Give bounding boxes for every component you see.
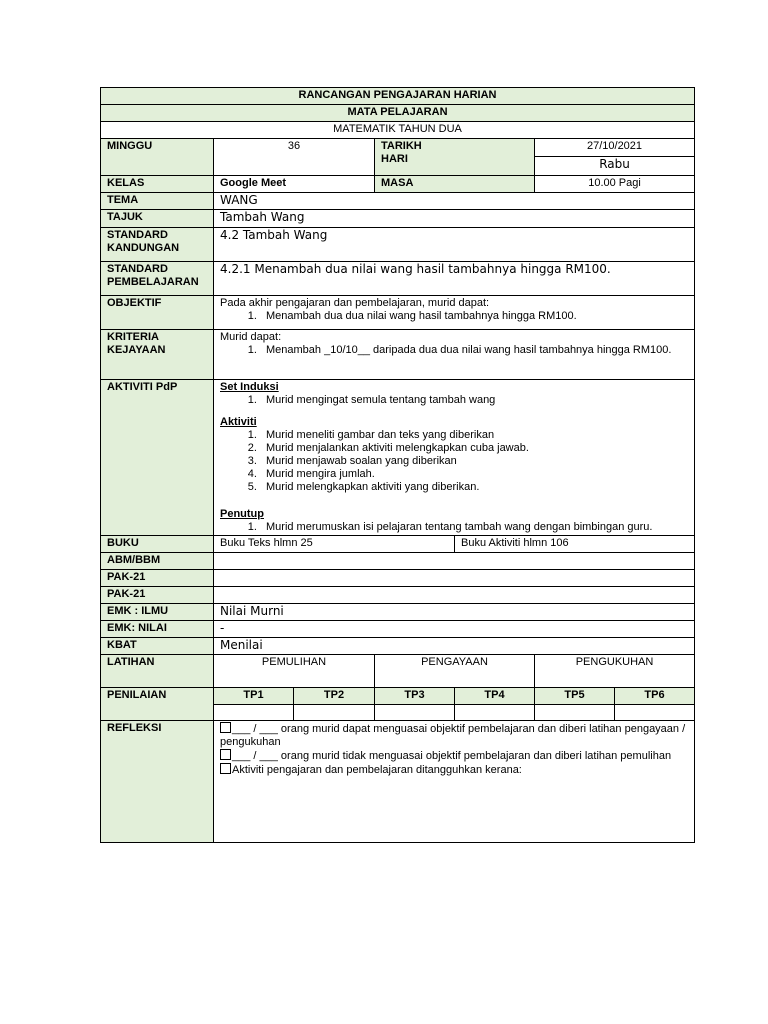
pak21-value-1 xyxy=(214,570,695,587)
kriteria-item: 1. Menambah _10/10__ daripada dua dua nilai wang hasil tambahnya hingga RM100. xyxy=(260,344,688,357)
standard-kandungan-label xyxy=(101,228,214,262)
tp2-cell xyxy=(294,705,375,721)
tajuk-value: Tambah Wang xyxy=(214,210,695,228)
refleksi-text-3: Aktiviti pengajaran dan pembelajaran ditangguhkan kerana: xyxy=(232,764,522,776)
pengukuhan-header: PENGUKUHAN xyxy=(535,655,695,688)
objektif-intro: Pada akhir pengajaran dan pembelajaran, murid dapat: xyxy=(220,297,490,309)
checkbox-icon[interactable] xyxy=(220,749,231,760)
penutup-list xyxy=(220,521,688,534)
buku-aktiviti: Buku Aktiviti hlmn 106 xyxy=(455,536,695,553)
minggu-label: MINGGU xyxy=(101,139,214,176)
plan-title: RANCANGAN PENGAJARAN HARIAN xyxy=(101,88,695,105)
aktiviti-heading: Aktiviti xyxy=(220,416,257,428)
kriteria-intro: Murid dapat: xyxy=(220,331,282,343)
checkbox-icon[interactable] xyxy=(220,722,231,733)
kriteria-label xyxy=(101,330,214,380)
buku-teks: Buku Teks hlmn 25 xyxy=(214,536,455,553)
refleksi-line-3 xyxy=(220,763,688,777)
subject-value: MATEMATIK TAHUN DUA xyxy=(101,122,695,139)
tp4-header: TP4 xyxy=(455,688,535,705)
set-induksi-list xyxy=(220,394,688,407)
masa-value: 10.00 Pagi xyxy=(535,176,695,193)
tp5-cell xyxy=(535,705,615,721)
tp4-cell xyxy=(455,705,535,721)
pemulihan-header: PEMULIHAN xyxy=(214,655,375,688)
standard-kandungan-label-2: KANDUNGAN xyxy=(107,242,180,254)
refleksi-line-2 xyxy=(220,749,688,763)
latihan-label: LATIHAN xyxy=(101,655,214,688)
tp5-header: TP5 xyxy=(535,688,615,705)
kriteria-content xyxy=(214,330,695,380)
tp1-cell xyxy=(214,705,294,721)
emk-nilai-label: EMK: NILAI xyxy=(101,621,214,638)
tp2-header: TP2 xyxy=(294,688,375,705)
list-item: 3. Murid menjawab soalan yang diberikan xyxy=(260,455,688,468)
refleksi-label: REFLEKSI xyxy=(101,721,214,843)
lesson-plan-sheet xyxy=(100,87,694,843)
standard-pembelajaran-value: 4.2.1 Menambah dua nilai wang hasil tambahnya hingga RM100. xyxy=(214,262,695,296)
pak21-label-1: PAK-21 xyxy=(101,570,214,587)
abm-value xyxy=(214,553,695,570)
set-induksi-heading: Set Induksi xyxy=(220,381,279,393)
buku-label: BUKU xyxy=(101,536,214,553)
pak21-label-2: PAK-21 xyxy=(101,587,214,604)
standard-pembelajaran-label-2: PEMBELAJARAN xyxy=(107,276,199,288)
lesson-plan-table xyxy=(100,87,695,843)
penutup-heading: Penutup xyxy=(220,508,264,520)
hari-value: Rabu xyxy=(535,157,695,176)
pengayaan-header: PENGAYAAN xyxy=(375,655,535,688)
emk-ilmu-label: EMK : ILMU xyxy=(101,604,214,621)
tp3-header: TP3 xyxy=(375,688,455,705)
tema-label: TEMA xyxy=(101,193,214,210)
refleksi-text-2: ___ / ___ orang murid tidak menguasai objektif pembelajaran dan diberi latihan pemulihan xyxy=(232,750,672,762)
tajuk-label: TAJUK xyxy=(101,210,214,228)
standard-pembelajaran-label xyxy=(101,262,214,296)
tarikh-value: 27/10/2021 xyxy=(535,139,695,157)
masa-label: MASA xyxy=(375,176,535,193)
list-item: 2. Murid menjalankan aktiviti melengkapkan cuba jawab. xyxy=(260,442,688,455)
tarikh-hari-label xyxy=(375,139,535,176)
emk-nilai-value: - xyxy=(214,621,695,638)
standard-pembelajaran-label-1: STANDARD xyxy=(107,263,168,275)
kriteria-list xyxy=(220,344,688,357)
tema-value: WANG xyxy=(214,193,695,210)
kriteria-label-2: KEJAYAAN xyxy=(107,344,166,356)
tp6-cell xyxy=(615,705,695,721)
emk-ilmu-value: Nilai Murni xyxy=(214,604,695,621)
list-item: 1. Murid merumuskan isi pelajaran tentang tambah wang dengan bimbingan guru. xyxy=(260,521,688,534)
tarikh-label: TARIKH xyxy=(381,140,422,152)
list-item: 1. Murid meneliti gambar dan teks yang diberikan xyxy=(260,429,688,442)
refleksi-content xyxy=(214,721,695,843)
aktiviti-content xyxy=(214,380,695,536)
tp1-header: TP1 xyxy=(214,688,294,705)
objektif-content xyxy=(214,296,695,330)
refleksi-text-1: ___ / ___ orang murid dapat menguasai objektif pembelajaran dan diberi latihan pengayaan / pengukuhan xyxy=(220,723,686,748)
objektif-label: OBJEKTIF xyxy=(101,296,214,330)
list-item: 1. Murid mengingat semula tentang tambah wang xyxy=(260,394,688,407)
kbat-label: KBAT xyxy=(101,638,214,655)
kelas-value: Google Meet xyxy=(214,176,375,193)
abm-label: ABM/BBM xyxy=(101,553,214,570)
checkbox-icon[interactable] xyxy=(220,763,231,774)
objektif-list xyxy=(220,310,688,323)
kbat-value: Menilai xyxy=(214,638,695,655)
standard-kandungan-value: 4.2 Tambah Wang xyxy=(214,228,695,262)
hari-label: HARI xyxy=(381,153,408,165)
standard-kandungan-label-1: STANDARD xyxy=(107,229,168,241)
kelas-label: KELAS xyxy=(101,176,214,193)
subject-label: MATA PELAJARAN xyxy=(101,105,695,122)
pak21-value-2 xyxy=(214,587,695,604)
kriteria-label-1: KRITERIA xyxy=(107,331,159,343)
objektif-item: 1. Menambah dua dua nilai wang hasil tambahnya hingga RM100. xyxy=(260,310,688,323)
refleksi-line-1 xyxy=(220,722,688,749)
minggu-value: 36 xyxy=(214,139,375,176)
tp6-header: TP6 xyxy=(615,688,695,705)
tp3-cell xyxy=(375,705,455,721)
aktiviti-label: AKTIVITI PdP xyxy=(101,380,214,536)
list-item: 5. Murid melengkapkan aktiviti yang diberikan. xyxy=(260,481,688,494)
list-item: 4. Murid mengira jumlah. xyxy=(260,468,688,481)
aktiviti-list xyxy=(220,429,688,494)
penilaian-label: PENILAIAN xyxy=(101,688,214,721)
